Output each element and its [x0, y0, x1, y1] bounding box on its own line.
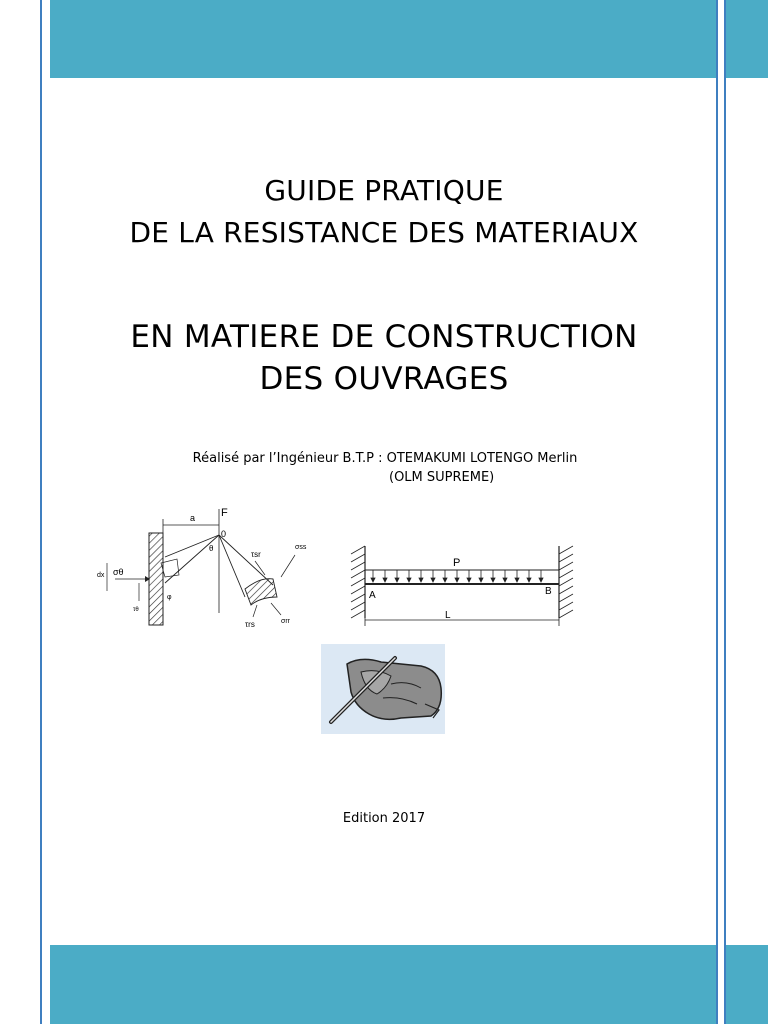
load-arrow-head: [419, 578, 423, 582]
author-block: [0, 449, 768, 485]
label-a: a: [190, 513, 196, 523]
load-arrow-head: [515, 578, 519, 582]
label-O: 0: [221, 529, 227, 539]
subtitle-line2: DES OUVRAGES: [259, 361, 509, 397]
load-arrow-head: [407, 578, 411, 582]
right-rule-inner: [716, 0, 718, 1024]
load-arrow-head: [383, 578, 387, 582]
load-arrow-head: [539, 578, 543, 582]
load-arrow-head: [467, 578, 471, 582]
load-arrow-head: [431, 578, 435, 582]
load-arrow-head: [395, 578, 399, 582]
main-title-line1: GUIDE PRATIQUE: [264, 174, 504, 207]
author-nickname: (OLM SUPREME): [389, 470, 495, 485]
label-tau-theta: τθ: [133, 607, 139, 613]
label-F: F: [221, 507, 228, 519]
top-band-right: [726, 0, 768, 78]
author-line: Réalisé par l’Ingénieur B.T.P : OTEMAKUMI LOTENGO Merlin: [192, 451, 578, 466]
label-sigma-theta: σθ: [113, 567, 124, 577]
label-A: A: [369, 590, 376, 601]
hand-writing-with-pen-icon: [321, 644, 445, 734]
bottom-band-main: [50, 945, 718, 1024]
label-tau-rs: τrs: [245, 620, 255, 629]
stress-element-figure: [95, 505, 315, 635]
main-title-line2: DE LA RESISTANCE DES MATERIAUX: [129, 216, 639, 249]
bottom-band-right: [726, 945, 768, 1024]
left-rule-outer: [40, 0, 42, 1024]
right-rule-outer: [724, 0, 726, 1024]
load-arrow-head: [455, 578, 459, 582]
label-dx: dx: [97, 572, 105, 579]
load-arrow-head: [443, 578, 447, 582]
fixed-beam-figure: [345, 540, 580, 630]
subtitle-line1: EN MATIERE DE CONSTRUCTION: [130, 319, 638, 355]
label-P: P: [453, 557, 461, 569]
wall-hatch: [149, 533, 163, 625]
label-sigma-rr: σrr: [281, 618, 290, 625]
label-sigma-ss: σss: [295, 544, 307, 551]
top-band-main: [50, 0, 718, 78]
load-arrow-head: [503, 578, 507, 582]
label-tau-sr: τsr: [251, 550, 261, 559]
svg-text:φ: φ: [167, 594, 172, 601]
label-B: B: [545, 586, 552, 597]
load-arrow-head: [491, 578, 495, 582]
load-arrow-head: [371, 578, 375, 582]
label-L: L: [445, 610, 451, 621]
subtitle: [0, 316, 768, 400]
main-title: [0, 170, 768, 254]
load-arrow-head: [479, 578, 483, 582]
edition-label: Edition 2017: [342, 811, 426, 826]
label-theta: θ: [209, 544, 214, 553]
load-arrow-head: [527, 578, 531, 582]
